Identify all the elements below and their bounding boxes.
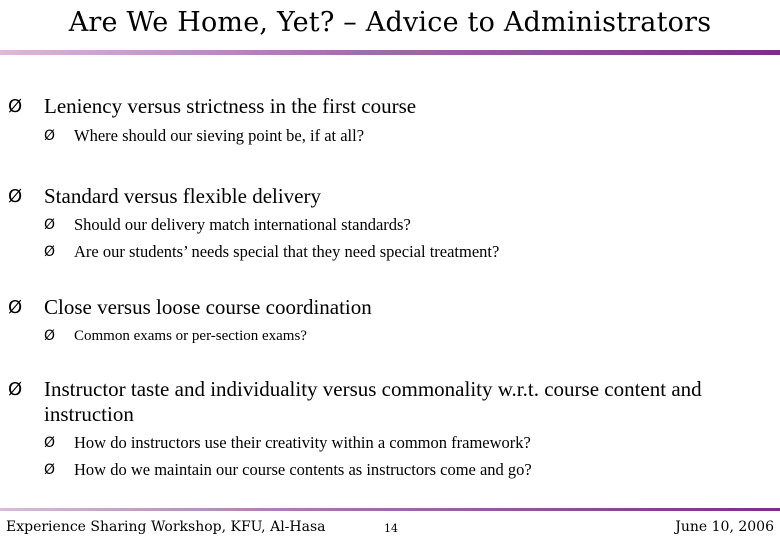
sub-bullet-item [44,325,774,347]
bullet-item [8,94,778,119]
bullet-item [8,295,778,320]
bullet-arrow-icon: Ø [8,96,23,117]
sub-bullet-arrow-icon: Ø [44,328,56,344]
sub-bullet-item [44,432,774,454]
bullet-arrow-icon: Ø [8,379,23,400]
sub-bullet-arrow-icon: Ø [44,435,56,451]
page-number: 14 [384,522,398,535]
sub-bullet-text: How do we maintain our course contents as instructors come and go? [74,460,532,479]
footer-date: June 10, 2006 [675,519,774,535]
bullet-text: Leniency versus strictness in the first course [44,94,417,118]
sub-bullet-text: Common exams or per-section exams? [74,328,307,344]
sub-bullet-item [44,459,774,481]
sub-bullet-text: How do instructors use their creativity within a common framework? [74,433,531,452]
bullet-item [8,377,778,427]
footer-divider [0,508,780,511]
sub-bullet-text: Are our students’ needs special that they need special treatment? [74,242,500,261]
bullet-text: Instructor taste and individuality versus commonality w.r.t. course content and instruction [44,377,702,426]
bullet-arrow-icon: Ø [8,186,23,207]
bullet-item [8,184,778,209]
title-divider [0,50,780,55]
sub-bullet-arrow-icon: Ø [44,217,56,233]
footer-event: Experience Sharing Workshop, KFU, Al-Hasa [6,519,326,535]
sub-bullet-arrow-icon: Ø [44,462,56,478]
sub-bullet-item [44,125,774,147]
sub-bullet-arrow-icon: Ø [44,244,56,260]
sub-bullet-item [44,241,774,263]
slide-title: Are We Home, Yet? – Advice to Administrators [68,7,712,38]
sub-bullet-text: Where should our sieving point be, if at all? [74,126,365,145]
sub-bullet-arrow-icon: Ø [44,128,56,144]
sub-bullet-item [44,214,774,236]
bullet-arrow-icon: Ø [8,297,23,318]
sub-bullet-text: Should our delivery match international standards? [74,215,411,234]
bullet-text: Standard versus flexible delivery [44,184,321,208]
bullet-text: Close versus loose course coordination [44,295,372,319]
